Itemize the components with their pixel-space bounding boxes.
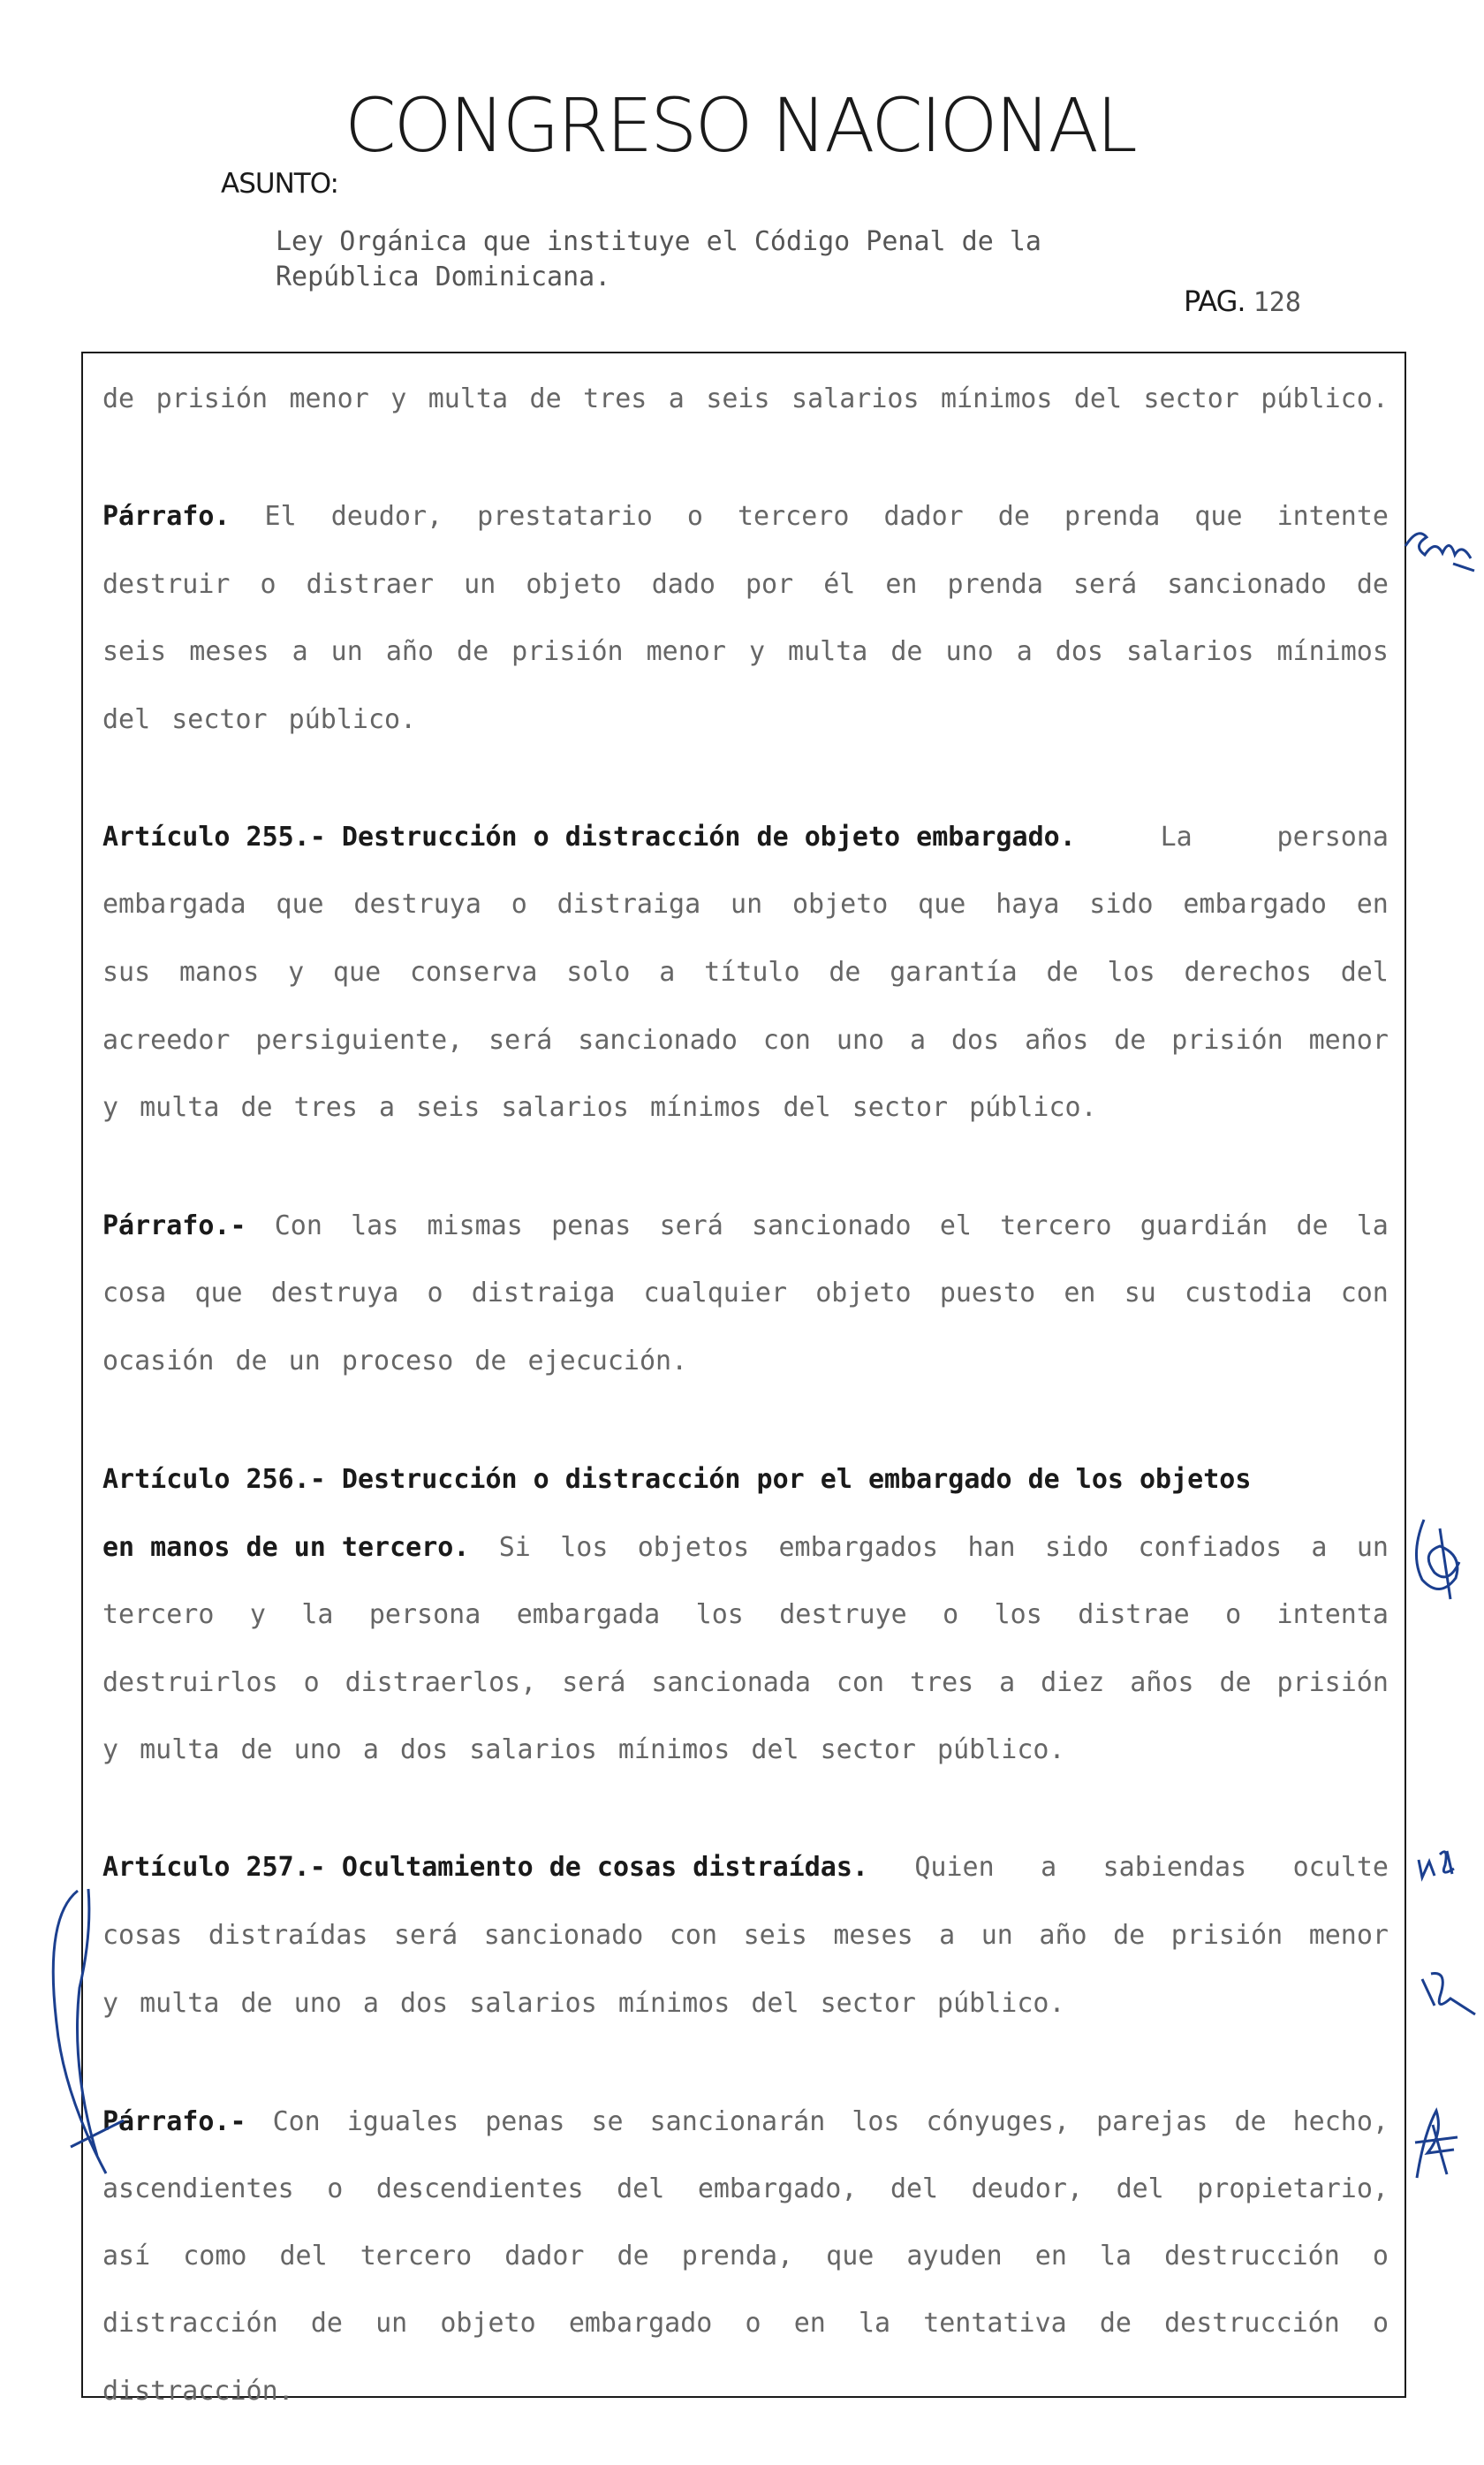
word: objeto [815, 1278, 912, 1308]
word: o [303, 1667, 320, 1698]
word: sancionado [483, 1920, 644, 1951]
text-line [102, 2376, 1389, 2408]
word: diez [1041, 1667, 1105, 1698]
bold-heading: Párrafo. [102, 501, 231, 532]
word: así [102, 2241, 151, 2272]
word: tercero [102, 1599, 215, 1630]
word: los [1107, 957, 1155, 988]
word: de [1114, 1025, 1147, 1056]
text-line [102, 1988, 1389, 2020]
word: seis [102, 636, 167, 667]
text-line [102, 1734, 1389, 1766]
word: menor [1308, 1920, 1389, 1951]
word: sabiendas [1102, 1852, 1247, 1883]
word: de [1296, 1210, 1329, 1241]
word: dos [1055, 636, 1103, 667]
word: destruirlos [102, 1667, 278, 1698]
word: de [617, 2241, 649, 2272]
word: y [748, 636, 765, 667]
subject-line: República Dominicana. [276, 262, 611, 292]
word: de [1219, 1667, 1252, 1698]
left-margin-signature [35, 1882, 132, 2209]
margin-initials-4 [1413, 1961, 1484, 2023]
word: a [1041, 1852, 1057, 1883]
word: un [464, 569, 496, 600]
word: de [1356, 569, 1389, 600]
word: prenda, [681, 2241, 794, 2272]
text-line [102, 636, 1389, 668]
word: embargado, [697, 2173, 858, 2204]
word: años [1025, 1025, 1089, 1056]
word: será [562, 1667, 626, 1698]
word: prisión [1276, 1667, 1389, 1698]
subject [276, 224, 1041, 295]
word: la [1099, 2241, 1132, 2272]
word: distraiga [556, 889, 701, 920]
word: como [183, 2241, 247, 2272]
word: que [332, 957, 382, 988]
word: un [731, 889, 763, 920]
word: él [823, 569, 856, 600]
word: confiados [1138, 1532, 1283, 1563]
header-title: CONGRESO NACIONAL [344, 82, 1135, 169]
bold-heading: Artículo 257.- Ocultamiento de cosas distraídas. [102, 1852, 868, 1883]
word: prestatario [477, 501, 653, 532]
bold-heading: en manos de un tercero. [102, 1532, 470, 1563]
word: o [686, 501, 703, 532]
word: las [351, 1210, 399, 1241]
word: destrucción [1164, 2241, 1340, 2272]
word: tres [910, 1667, 974, 1698]
word: y multa de uno a dos salarios mínimos del sector público. [102, 1988, 1065, 2019]
word: del [1073, 383, 1123, 414]
word: salarios [791, 383, 920, 414]
word: o [943, 1599, 959, 1630]
text-line [102, 383, 1389, 415]
text-line [102, 569, 1389, 601]
margin-initials-2 [1404, 1511, 1475, 1608]
text-line [102, 1599, 1389, 1631]
word: en [793, 2308, 826, 2339]
word: sancionada [651, 1667, 811, 1698]
word: de [310, 2308, 343, 2339]
word: de [457, 636, 489, 667]
word: en [885, 569, 918, 600]
margin-initials-1 [1400, 520, 1480, 581]
word: oculte [1292, 1852, 1389, 1883]
word: cualquier [643, 1278, 788, 1308]
word: menor [646, 636, 726, 667]
word: intente [1276, 501, 1389, 532]
word: sancionado [578, 1025, 738, 1056]
text-line [102, 1092, 1389, 1124]
text-line [102, 1346, 1389, 1377]
word: seis [743, 1920, 807, 1951]
word: o [427, 1278, 443, 1308]
word: sector [1143, 383, 1239, 414]
word: con [762, 1025, 811, 1056]
word: de [890, 636, 923, 667]
word: a [939, 1920, 956, 1951]
word: destrucción [1164, 2308, 1340, 2339]
word: prenda [947, 569, 1043, 600]
word: uno [836, 1025, 885, 1056]
text-line [102, 1025, 1389, 1057]
word: de [997, 501, 1030, 532]
word: a [1016, 636, 1033, 667]
word: o [1372, 2308, 1389, 2339]
word: menor [1308, 1025, 1389, 1056]
word: cosas [102, 1920, 183, 1951]
word: y multa de tres a seis salarios mínimos del sector público. [102, 1092, 1097, 1123]
word: que [194, 1278, 243, 1308]
word: que [918, 889, 966, 920]
word: se [591, 2106, 624, 2137]
word: distraiga [471, 1278, 616, 1308]
word: tres [583, 383, 647, 414]
asunto-label: ASUNTO: [221, 168, 338, 200]
word: y [249, 1599, 266, 1630]
page-number: 128 [1253, 287, 1301, 318]
word: y [288, 957, 305, 988]
word: embargada [102, 889, 246, 920]
margin-signature-5 [1406, 2098, 1468, 2187]
word: los [560, 1532, 609, 1563]
word: El [264, 501, 297, 532]
text-line [102, 1667, 1389, 1699]
word: embargada [516, 1599, 661, 1630]
word: a [659, 957, 676, 988]
word: garantía [890, 957, 1018, 988]
word: tercero [1000, 1210, 1112, 1241]
word: tercero [360, 2241, 473, 2272]
word: cosa [102, 1278, 167, 1308]
word: en [1064, 1278, 1096, 1308]
word: embargados [778, 1532, 939, 1563]
text-line [102, 501, 1389, 533]
word: los [994, 1599, 1042, 1630]
word: persona [1276, 822, 1389, 853]
word: prisión [511, 636, 624, 667]
word: a [1311, 1532, 1328, 1563]
word: dador [883, 501, 964, 532]
word: un [330, 636, 363, 667]
word: mínimos [1276, 636, 1389, 667]
word: destruir [102, 569, 231, 600]
word: del [1116, 2173, 1164, 2204]
word: conserva [409, 957, 538, 988]
word: distracción [102, 2308, 278, 2339]
word: a [292, 636, 308, 667]
word: descendientes [375, 2173, 584, 2204]
word: multa [428, 383, 509, 414]
word: del [1340, 957, 1389, 988]
word: un [1356, 1532, 1389, 1563]
word: prisión [1170, 1920, 1283, 1951]
word: público. [1261, 383, 1389, 414]
word: un [980, 1920, 1013, 1951]
word: hecho, [1292, 2106, 1389, 2137]
word: que [1194, 501, 1243, 532]
word: del [617, 2173, 665, 2204]
text-line [102, 1852, 1389, 1884]
word: ocasión de un proceso de ejecución. [102, 1346, 688, 1377]
word: objetos [637, 1532, 750, 1563]
word: de [829, 957, 861, 988]
word: persona [368, 1599, 481, 1630]
word: distrae [1078, 1599, 1190, 1630]
word: la [858, 2308, 891, 2339]
word: del [279, 2241, 328, 2272]
word: del sector público. [102, 704, 417, 735]
text-line [102, 2308, 1389, 2340]
word: en [1356, 889, 1389, 920]
word: derechos [1184, 957, 1312, 988]
text-line [102, 2106, 1389, 2138]
word: mínimos [940, 383, 1053, 414]
word: de [1234, 2106, 1267, 2137]
word: embargado [1183, 889, 1327, 920]
subject-line: Ley Orgánica que instituye el Código Penal de la [276, 226, 1041, 257]
text-line [102, 1464, 1389, 1496]
text-line [102, 2173, 1389, 2205]
word: sancionado [1167, 569, 1327, 600]
word: de [1113, 1920, 1146, 1951]
word: distraídas [208, 1920, 368, 1951]
text-line [102, 889, 1389, 921]
word: prenda [1064, 501, 1161, 532]
word: a [910, 1025, 927, 1056]
word: o [260, 569, 276, 600]
word: título [704, 957, 800, 988]
word: acreedor [102, 1025, 231, 1056]
word: uno [945, 636, 994, 667]
text-line [102, 2241, 1389, 2272]
word: dos [950, 1025, 1000, 1056]
page-label: PAG. [1184, 284, 1246, 318]
word: destruya [353, 889, 481, 920]
word: a [668, 383, 685, 414]
word: puesto [939, 1278, 1036, 1308]
word: y [390, 383, 407, 414]
word: dado [651, 569, 716, 600]
bold-heading: Párrafo.- [102, 2106, 246, 2137]
text-line [102, 704, 1389, 736]
word: deudor, [330, 501, 443, 532]
word: Con [274, 1210, 322, 1241]
word: o [1372, 2241, 1389, 2272]
word: cónyuges, [926, 2106, 1071, 2137]
word: mismas [427, 1210, 523, 1241]
word: prisión [1171, 1025, 1283, 1056]
word: iguales [346, 2106, 459, 2137]
word: año [385, 636, 434, 667]
word: o [511, 889, 527, 920]
text-line [102, 1532, 1389, 1564]
word: haya [996, 889, 1060, 920]
word: que [826, 2241, 874, 2272]
word: sancionado [752, 1210, 912, 1241]
word: seis [706, 383, 770, 414]
word: será [659, 1210, 723, 1241]
text-line [102, 1278, 1389, 1309]
bold-heading: Artículo 256.- Destrucción o distracción por el embargado de los objetos [102, 1464, 1252, 1495]
word: de [1046, 957, 1079, 988]
word: objeto [440, 2308, 536, 2339]
word: del [890, 2173, 939, 2204]
word: solo [566, 957, 631, 988]
word: embargado [568, 2308, 713, 2339]
word: años [1130, 1667, 1194, 1698]
word: guardián [1140, 1210, 1268, 1241]
word: por [746, 569, 794, 600]
word: los [695, 1599, 744, 1630]
word: un [375, 2308, 408, 2339]
text-line [102, 957, 1389, 989]
word: su [1124, 1278, 1156, 1308]
word: tercero [737, 501, 850, 532]
word: con [836, 1667, 885, 1698]
word: custodia [1185, 1278, 1313, 1308]
word: objeto [791, 889, 889, 920]
word: menor [289, 383, 369, 414]
word: con [1340, 1278, 1389, 1308]
word: que [276, 889, 324, 920]
word: Si [498, 1532, 531, 1563]
word: tentativa [923, 2308, 1067, 2339]
word: La [1160, 822, 1192, 853]
word: persiguiente, [255, 1025, 464, 1056]
text-line [102, 1210, 1389, 1242]
word: destruye [779, 1599, 907, 1630]
word: de [102, 383, 135, 414]
word: de [529, 383, 562, 414]
word: o [1225, 1599, 1242, 1630]
word: destruya [270, 1278, 399, 1308]
word: en [1034, 2241, 1067, 2272]
margin-initials-3 [1413, 1842, 1466, 1886]
word: penas [551, 1210, 632, 1241]
word: deudor, [971, 2173, 1084, 2204]
word: dador [504, 2241, 585, 2272]
word: distracción. [102, 2376, 294, 2407]
word: han [967, 1532, 1016, 1563]
bold-heading: Párrafo.- [102, 1210, 246, 1241]
word: Quien [914, 1852, 995, 1883]
word: multa [788, 636, 868, 667]
word: distraerlos, [344, 1667, 537, 1698]
word: manos [178, 957, 260, 988]
word: a [999, 1667, 1016, 1698]
text-line [102, 1920, 1389, 1952]
word: la [301, 1599, 334, 1630]
word: propietario, [1197, 2173, 1389, 2204]
word: intenta [1276, 1599, 1389, 1630]
word: el [939, 1210, 972, 1241]
word: sido [1044, 1532, 1109, 1563]
text-line [102, 822, 1389, 853]
word: ascendientes [102, 2173, 294, 2204]
word: año [1039, 1920, 1087, 1951]
word: salarios [1125, 636, 1254, 667]
word: distraer [306, 569, 435, 600]
page-indicator [1184, 284, 1301, 318]
word: ayuden [906, 2241, 1003, 2272]
word: sido [1089, 889, 1154, 920]
word: o [327, 2173, 344, 2204]
word: parejas [1096, 2106, 1208, 2137]
word: objeto [526, 569, 622, 600]
word: y multa de uno a dos salarios mínimos del sector público. [102, 1734, 1065, 1765]
word: sus [102, 957, 151, 988]
word: Con [272, 2106, 321, 2137]
word: sancionarán [649, 2106, 826, 2137]
word: penas [485, 2106, 565, 2137]
word: prisión [155, 383, 269, 414]
word: será [393, 1920, 458, 1951]
word: meses [189, 636, 269, 667]
word: con [669, 1920, 718, 1951]
word: será [488, 1025, 553, 1056]
word: de [1099, 2308, 1132, 2339]
bold-heading: Artículo 255.- Destrucción o distracción de objeto embargado. [102, 822, 1076, 853]
word: será [1072, 569, 1138, 600]
word: o [745, 2308, 761, 2339]
word: la [1356, 1210, 1389, 1241]
word: los [852, 2106, 900, 2137]
word: meses [833, 1920, 913, 1951]
